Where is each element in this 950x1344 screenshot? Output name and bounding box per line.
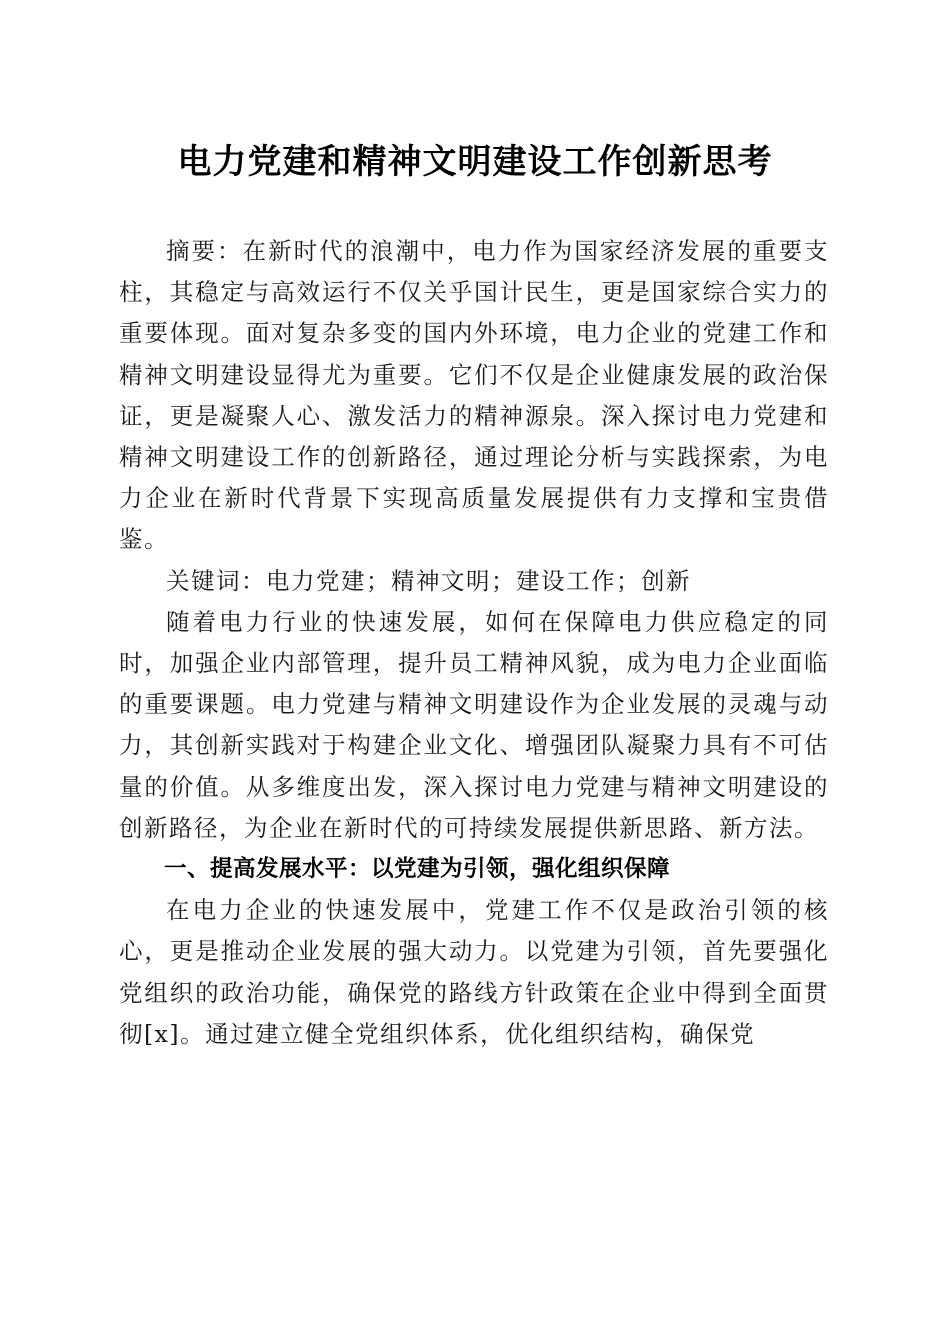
abstract-paragraph: 摘要：在新时代的浪潮中，电力作为国家经济发展的重要支柱，其稳定与高效运行不仅关乎国计民生，更是国家综合实力的重要体现。面对复杂多变的国内外环境，电力企业的党建工作和精神文明建设显得尤为重要。它们不仅是企业健康发展的政治保证，更是凝聚人心、激发活力的精神源泉。深入探讨电力党建和精神文明建设工作的创新路径，通过理论分析与实践探索，为电力企业在新时代背景下实现高质量发展提供有力支撑和宝贵借鉴。: [119, 237, 829, 554]
section-1-paragraph: 在电力企业的快速发展中，党建工作不仅是政治引领的核心，更是推动企业发展的强大动力。以党建为引领，首先要强化党组织的政治功能，确保党的路线方针政策在企业中得到全面贯彻[x]。通过建立健全党组织体系，优化组织结构，确保党: [119, 896, 829, 1048]
intro-paragraph: 随着电力行业的快速发展，如何在保障电力供应稳定的同时，加强企业内部管理，提升员工精神风貌，成为电力企业面临的重要课题。电力党建与精神文明建设作为企业发展的灵魂与动力，其创新实践对于构建企业文化、增强团队凝聚力具有不可估量的价值。从多维度出发，深入探讨电力党建与精神文明建设的创新路径，为企业在新时代的可持续发展提供新思路、新方法。: [119, 607, 829, 842]
keywords-paragraph: 关键词：电力党建；精神文明；建设工作；创新: [166, 566, 691, 595]
document-body: [119, 231, 829, 1055]
document-title: 电力党建和精神文明建设工作创新思考: [177, 142, 773, 182]
section-heading-1: 一、提高发展水平：以党建为引领，强化组织保障: [164, 856, 671, 883]
